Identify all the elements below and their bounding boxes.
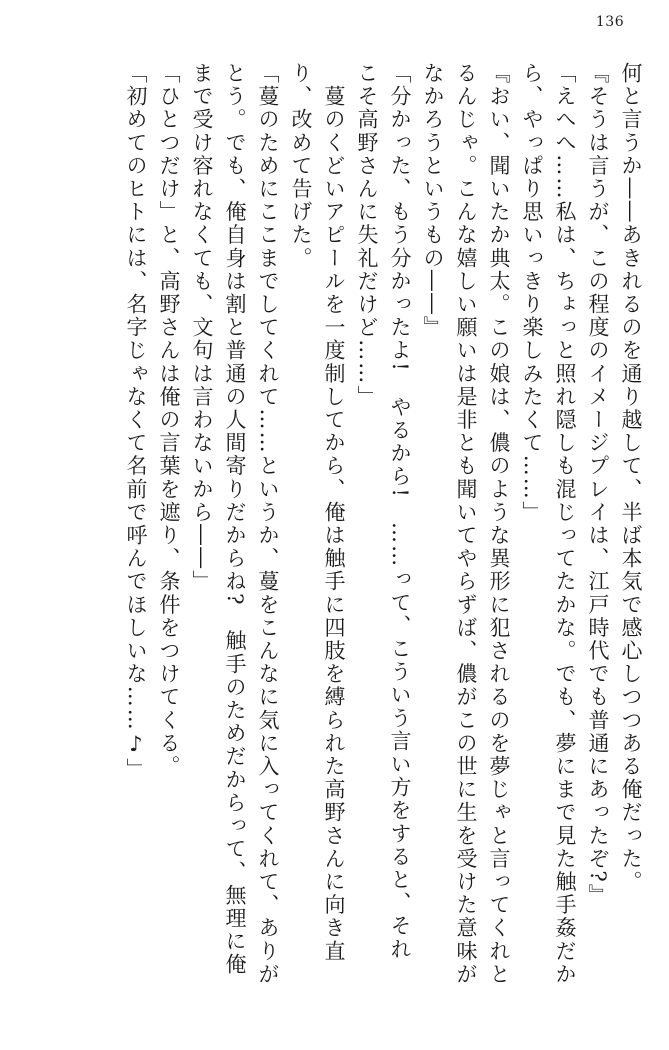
- text-column: ら、やっぱり思いっきり楽しみたくて……」: [520, 62, 544, 524]
- text-column: 『そうは言うが、この程度のイメージプレイは、江戸時代でも普通にあったぞ?』: [586, 62, 610, 907]
- text-column: 蔓のくどいアピールを一度制してから、俺は触手に四肢を縛られた高野さんに向き直: [322, 62, 346, 963]
- text-column: るんじゃ。こんな嬉しい願いは是非とも聞いてやらずば、儂がこの世に生を受けた意味が: [454, 62, 478, 986]
- page-number: 136: [595, 14, 625, 30]
- text-column: 「ひとつだけ」と、高野さんは俺の言葉を遮り、条件をつけてくる。: [157, 62, 181, 779]
- text-column: 「初めてのヒトには、名字じゃなくて名前で呼んでほしいな……♪」: [124, 62, 148, 782]
- text-column: まで受け容れなくても、文句は言わないから――」: [190, 62, 214, 594]
- text-column: り、改めて告げた。: [289, 62, 313, 270]
- text-column: 「分かった、もう分かったよ! やるから! ……って、こういう言い方をすると、それ: [388, 62, 412, 961]
- text-column: とう。でも、俺自身は割と普通の人間寄りだからね? 触手のためだからって、無理に俺: [223, 62, 247, 977]
- vertical-text-block: [17, 62, 647, 1037]
- text-column: 「えへへ……私は、ちょっと照れ隠しも混じってたかな。でも、夢にまで見た触手姦だか: [553, 62, 577, 986]
- text-column: 何と言うか――あきれるのを通り越して、半ば本気で感心しつつある俺だった。: [619, 62, 643, 894]
- text-column: 「蔓のためにここまでしてくれて……というか、蔓をこんなに気に入ってくれて、ありが: [256, 62, 280, 986]
- text-column: なかろうというもの――』: [421, 62, 445, 340]
- text-column: 『おい、聞いたか典太。この娘は、儂のような異形に犯されるのを夢じゃと言ってくれと: [487, 62, 511, 986]
- text-column: こそ高野さんに失礼だけど……」: [355, 62, 379, 409]
